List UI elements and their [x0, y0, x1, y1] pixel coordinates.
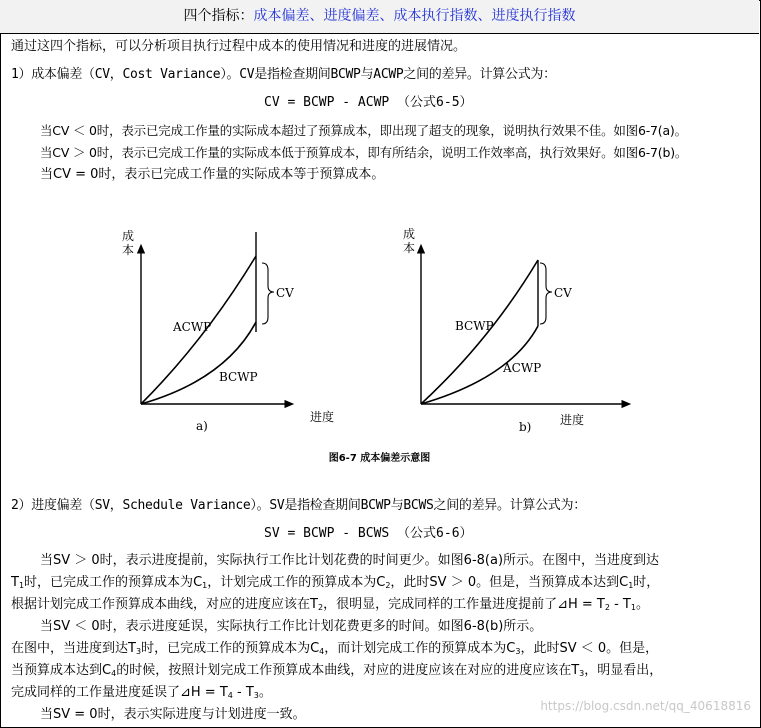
sv-p1-line3-end: 。 — [635, 597, 649, 612]
sv-p1-line3-minus: - — [609, 597, 623, 612]
chart-b-bcwp-label: BCWP — [455, 319, 494, 333]
sv-p1-line3 — [11, 596, 649, 617]
sv-p2-line3-pre: 当预算成本达到 — [11, 663, 103, 678]
chart-a-acwp-label: ACWP — [173, 320, 212, 334]
symbol-t3-again-sub: 3 — [579, 669, 585, 678]
cv-line-zero: 当CV = 0时，表示已完成工作量的实际成本等于预算成本。 — [40, 167, 385, 182]
chart-a-bcwp-label: BCWP — [219, 370, 258, 384]
symbol-c2: C — [376, 575, 386, 590]
sv-heading: 2）进度偏差（SV，Schedule Variance）。SV是指检查期间BCWP与BCWS之间的差异。计算公式为： — [11, 498, 586, 513]
sv-formula: SV = BCWP - BCWS （公式6-6） — [264, 526, 473, 541]
sv-p2-line4-pre: 完成同样的工作量进度延误了⊿H = — [11, 685, 220, 700]
sv-p1-line3-pre: 根据计划完成工作预算成本曲线，对应的进度应该在 — [11, 597, 311, 612]
watermark: https://blog.csdn.net/qq_40618816 — [540, 699, 751, 713]
chart-a-bcwp-curve — [141, 322, 256, 404]
chart-b-cv-label: CV — [554, 286, 572, 300]
symbol-c1-again-sub: 1 — [628, 581, 634, 590]
chart-a-label: a) — [196, 419, 208, 433]
symbol-c4-again: C — [102, 663, 112, 678]
symbol-t4-sub: 4 — [227, 691, 233, 700]
sv-p2-line2-pre: 在图中，当进度到达 — [11, 641, 129, 656]
sv-p2-line1: 当SV ＜ 0时，表示进度延误，实际执行工作比计划花费更多的时间。如图6-8(b)所示。 — [40, 619, 543, 634]
chart-a-x-label: 进度 — [310, 410, 335, 424]
sv-p1-line2-post: ，此时SV ＞ 0。但是，当预算成本达到 — [390, 575, 620, 590]
sv-p2-line3-b: ，明显看出， — [584, 663, 663, 678]
chart-b-y-label-1: 成 — [403, 227, 416, 241]
sv-p2-line4 — [11, 684, 272, 705]
symbol-t2: T — [310, 597, 318, 612]
symbol-t1-sub: 1 — [18, 581, 25, 590]
section-header — [0, 0, 759, 34]
symbol-t1: T — [11, 575, 19, 590]
chart-b-cv-brace — [540, 263, 552, 324]
sv-p3: 当SV = 0时，表示实际进度与计划进度一致。 — [40, 707, 306, 722]
sv-p1-line1: 当SV ＞ 0时，表示进度提前，实际执行工作比计划花费的时间更少。如图6-8(a)所示。在图中，当进度到达 — [40, 553, 660, 568]
symbol-c4-sub: 4 — [319, 647, 325, 656]
symbol-t1-again-sub: 1 — [630, 603, 636, 612]
symbol-t3-third-sub: 3 — [253, 691, 259, 700]
chart-b — [403, 226, 627, 434]
symbol-t3-third: T — [245, 685, 254, 700]
chart-b-y-label-2: 本 — [403, 241, 416, 255]
header-accent-text: 成本偏差、进度偏差、成本执行指数、进度执行指数 — [253, 8, 576, 24]
chart-b-x-label: 进度 — [560, 413, 585, 427]
symbol-t3-again: T — [571, 663, 580, 678]
symbol-c3: C — [506, 641, 516, 656]
chart-a-cv-brace — [262, 263, 274, 324]
sv-p2-line3 — [11, 662, 662, 683]
chart-b-acwp-label: ACWP — [503, 361, 542, 375]
cv-line-positive: 当CV ＞ 0时，表示已完成工作量的实际成本低于预算成本，即有所结余，说明工作效率高，执行效果好。如图6-7(b)。 — [40, 145, 688, 160]
sv-p2-line2-b: ，而计划完成工作的预算成本为 — [324, 641, 507, 656]
cv-line-negative: 当CV ＜ 0时，表示已完成工作量的实际成本超过了预算成本，即出现了超支的现象，说明执行效果不佳。如图6-7(a)。 — [40, 123, 687, 138]
symbol-t1-again: T — [622, 597, 631, 612]
sv-p2-line2-a: 时，已完成工作的预算成本为 — [141, 641, 311, 656]
sv-p1-line2 — [11, 574, 659, 595]
symbol-t2-again-sub: 2 — [604, 603, 610, 612]
header-prefix: 四个指标： — [183, 8, 254, 24]
symbol-c1-sub: 1 — [202, 581, 208, 590]
cv-formula: CV = BCWP - ACWP （公式6-5） — [264, 95, 473, 110]
sv-p2-line2 — [11, 640, 658, 661]
symbol-t2-again: T — [596, 597, 605, 612]
chart-b-label: b) — [519, 420, 532, 434]
sv-p1-line2-pre: 时，已完成工作的预算成本为 — [24, 575, 194, 590]
intro-text: 通过这四个指标，可以分析项目执行过程中成本的使用情况和进度的进展情况。 — [11, 39, 467, 54]
sv-p2-line3-a: 的时候，按照计划完成工作预算成本曲线，对应的进度应该在对应的进度应该在 — [116, 663, 572, 678]
symbol-c2-sub: 2 — [385, 581, 391, 590]
sv-p1-line3-mid: ，很明显，完成同样的工作量进度提前了⊿H = — [323, 597, 597, 612]
sv-p2-line2-c: ，此时SV ＜ 0。但是， — [520, 641, 659, 656]
symbol-c4: C — [310, 641, 320, 656]
sv-p1-line2-end: 时， — [633, 575, 660, 590]
symbol-c4-again-sub: 4 — [111, 669, 117, 678]
chart-a-cv-label: CV — [276, 286, 294, 300]
symbol-t3: T — [128, 641, 136, 656]
cv-heading: 1）成本偏差（CV，Cost Variance）。CV是指检查期间BCWP与ACWP之间的差异。计算公式为： — [11, 67, 556, 82]
cost-variance-figure — [0, 200, 759, 450]
symbol-c1: C — [193, 575, 203, 590]
symbol-t2-sub: 2 — [317, 603, 324, 612]
chart-a-y-label-1: 成 — [122, 229, 135, 243]
symbol-c1-again: C — [619, 575, 629, 590]
sv-p1-line2-mid: ，计划完成工作的预算成本为 — [207, 575, 377, 590]
symbol-t3-sub: 3 — [135, 647, 142, 656]
figure-caption: 图6-7 成本偏差示意图 — [328, 453, 431, 464]
chart-a — [122, 228, 334, 433]
chart-a-y-label-2: 本 — [122, 243, 135, 257]
symbol-t4: T — [219, 685, 228, 700]
sv-p2-line4-minus: - — [232, 685, 246, 700]
sv-p2-line4-end: 。 — [258, 685, 272, 700]
symbol-c3-sub: 3 — [515, 647, 521, 656]
